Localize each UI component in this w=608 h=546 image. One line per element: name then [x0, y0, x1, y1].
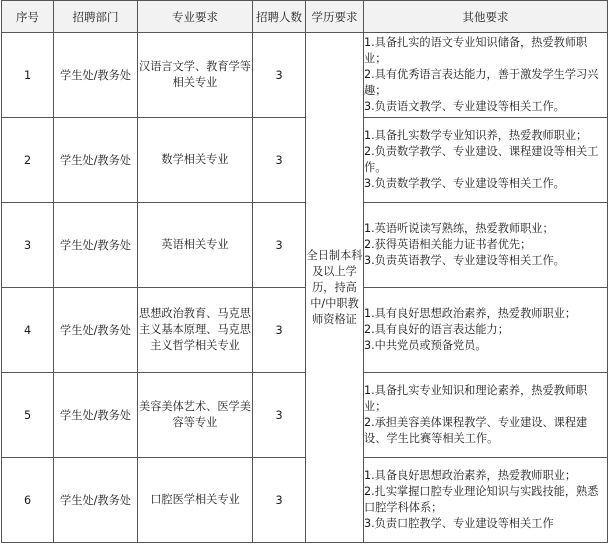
requirement-line: 2.获得英语相关能力证书者优先；: [364, 238, 532, 251]
requirement-line: 1.具备良好思想政治素养，热爱教师职业；: [364, 469, 577, 482]
cell-no: 4: [2, 288, 54, 373]
cell-dept: 学生处/教务处: [54, 288, 138, 373]
requirement-line: 3.负责口腔教学、专业建设等相关工作: [364, 517, 554, 530]
table-row: [2, 203, 608, 288]
header-row: [2, 1, 608, 33]
requirement-line: 2.具有优秀语言表达能力，善于激发学生学习兴趣；: [364, 68, 599, 97]
header-count: 招聘人数: [253, 1, 306, 33]
header-education: 学历要求: [306, 1, 364, 33]
cell-other-requirements: [364, 373, 608, 458]
requirement-line: 1.具备扎实的语文专业知识储备，热爱教师职业；: [364, 36, 588, 65]
cell-major: 英语相关专业: [138, 203, 253, 288]
cell-dept: 学生处/教务处: [54, 373, 138, 458]
cell-no: 1: [2, 33, 54, 118]
table-row: [2, 288, 608, 373]
table-row: [2, 33, 608, 118]
cell-major: 汉语言文学、教育学等相关专业: [138, 33, 253, 118]
cell-dept: 学生处/教务处: [54, 118, 138, 203]
cell-count: 3: [253, 288, 306, 373]
requirement-line: 2.扎实掌握口腔专业理论知识与实践技能，熟悉口腔学科体系；: [364, 485, 599, 514]
requirement-line: 2.具有良好的语言表达能力；: [364, 323, 509, 336]
requirement-line: 1.具有良好思想政治素养，热爱教师职业；: [364, 307, 577, 320]
requirement-line: 2.负责数学教学、专业建设、课程建设等相关工作。: [364, 145, 599, 174]
requirement-line: 3.负责语文教学、专业建设等相关工作。: [364, 100, 565, 113]
cell-major: 口腔医学相关专业: [138, 458, 253, 543]
requirement-line: 2.承担美容美体课程教学、专业建设、课程建设、学生比赛等相关工作。: [364, 416, 588, 445]
cell-no: 6: [2, 458, 54, 543]
header-other: 其他要求: [364, 1, 608, 33]
cell-major: 美容美体艺术、医学美容等专业: [138, 373, 253, 458]
table-row: [2, 458, 608, 543]
cell-no: 2: [2, 118, 54, 203]
cell-count: 3: [253, 458, 306, 543]
cell-major: 思想政治教育、马克思主义基本原理、马克思主义哲学相关专业: [138, 288, 253, 373]
cell-major: 数学相关专业: [138, 118, 253, 203]
cell-other-requirements: [364, 118, 608, 203]
requirement-line: 3.中共党员或预备党员。: [364, 339, 487, 352]
table-row: [2, 118, 608, 203]
cell-no: 3: [2, 203, 54, 288]
cell-count: 3: [253, 203, 306, 288]
cell-other-requirements: [364, 288, 608, 373]
cell-other-requirements: [364, 203, 608, 288]
recruitment-table: [1, 0, 608, 543]
requirement-line: 1.英语听说读写熟练，热爱教师职业；: [364, 222, 554, 235]
header-no: 序号: [2, 1, 54, 33]
cell-no: 5: [2, 373, 54, 458]
header-dept: 招聘部门: [54, 1, 138, 33]
requirement-line: 1.具备扎实专业知识和理论素养，热爱教师职业；: [364, 384, 588, 413]
header-major: 专业要求: [138, 1, 253, 33]
cell-count: 3: [253, 33, 306, 118]
cell-education: 全日制本科及以上学历，持高中/中职教师资格证: [306, 33, 364, 543]
cell-dept: 学生处/教务处: [54, 203, 138, 288]
cell-count: 3: [253, 118, 306, 203]
requirement-line: 3.负责数学教学、专业建设等相关工作。: [364, 177, 565, 190]
cell-count: 3: [253, 373, 306, 458]
requirement-line: 1.具备扎实数学专业知识养，热爱教师职业；: [364, 129, 588, 142]
table-row: [2, 373, 608, 458]
cell-dept: 学生处/教务处: [54, 458, 138, 543]
cell-dept: 学生处/教务处: [54, 33, 138, 118]
cell-other-requirements: [364, 458, 608, 543]
requirement-line: 3.负责英语教学、专业建设等相关工作。: [364, 254, 565, 267]
cell-other-requirements: [364, 33, 608, 118]
